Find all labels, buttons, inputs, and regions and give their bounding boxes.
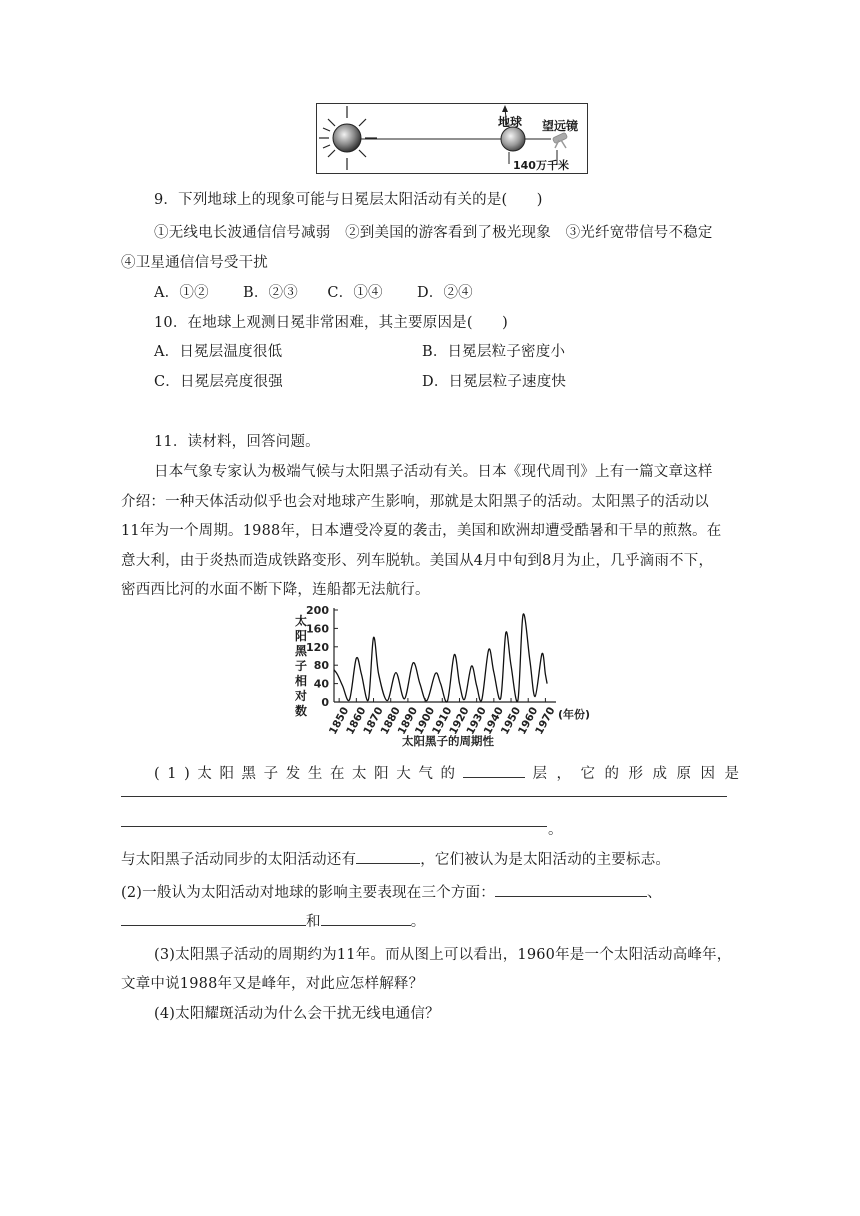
y-tick-label: 160 [306, 622, 329, 636]
blank-activity[interactable] [356, 849, 420, 864]
blank-effect-3[interactable] [321, 911, 411, 926]
q11-sub1-line3b: ，它们被认为是太阳活动的主要标志。 [420, 852, 671, 868]
chart-svg [292, 604, 602, 748]
chart-ylabel: 太阳黑子相对数 [295, 614, 308, 718]
sun-icon [333, 124, 361, 152]
y-tick-label: 120 [306, 640, 329, 654]
q9-stem: 9．下列地球上的现象可能与日冕层太阳活动有关的是( ) [154, 192, 543, 208]
q11-para-line1: 日本气象专家认为极端气候与太阳黑子活动有关。日本《现代周刊》上有一篇文章这样 [154, 464, 713, 480]
q11-sub1-line1 [154, 762, 749, 783]
q11-sub2-line1 [121, 881, 662, 902]
x-tick-label: 1910 [430, 705, 455, 737]
x-tick-label: 1870 [361, 705, 386, 737]
q11-para-line2: 介绍：一种天体活动似乎也会对地球产生影响，那就是太阳黑子的活动。太阳黑子的活动以 [121, 494, 709, 510]
sunspot-series-line [334, 614, 547, 702]
y-tick-label: 0 [321, 696, 329, 709]
q11-sub2-sep: 、 [646, 885, 662, 901]
q11-sub1-part1: (1)太阳黑子发生在太阳大气的 [154, 766, 463, 782]
earth-icon [501, 127, 525, 151]
q11-sub1-line3a: 与太阳黑子活动同步的太阳活动还有 [121, 852, 357, 868]
q11-stem: 11．读材料，回答问题。 [154, 434, 320, 450]
q11-sub1-end: 。 [548, 822, 563, 838]
x-tick-label: 1860 [344, 705, 369, 737]
q11-para-line4: 意大利，由于炎热而造成铁路变形、列车脱轨。美国从4月中旬到8月为止，几乎滴雨不下， [121, 553, 714, 569]
x-tick-label: 1920 [447, 705, 472, 737]
q11-sub2-end: 。 [410, 914, 426, 930]
blank-effect-2[interactable] [121, 911, 306, 926]
chart-xlabel: (年份) [558, 708, 591, 721]
q10-option-d: D．日冕层粒子速度快 [422, 374, 567, 390]
telescope-icon [552, 132, 567, 148]
blank-effect-1[interactable] [495, 882, 647, 897]
q11-sub2-and: 和 [306, 914, 321, 930]
q10-option-b: B．日冕层粒子密度小 [422, 344, 566, 360]
blank-cause-line1[interactable] [121, 796, 727, 797]
q11-para-line5: 密西西比河的水面不断下降，连船都无法航行。 [121, 582, 430, 598]
y-tick-label: 80 [313, 659, 329, 673]
q11-para-line3: 11年为一个周期。1988年，日本遭受冷夏的袭击，美国和欧洲却遭受酷暑和干旱的煎熬。在 [121, 523, 722, 539]
q11-sub3-line1: (3)太阳黑子活动的周期约为11年。而从图上可以看出，1960年是一个太阳活动高峰年， [154, 947, 732, 963]
x-tick-label: 1970 [533, 705, 558, 737]
x-tick-label: 1960 [516, 705, 541, 737]
x-tick-label: 1880 [378, 705, 403, 737]
q11-sub1-part2: 层，它的形成原因是 [532, 766, 749, 782]
blank-layer[interactable] [463, 763, 525, 778]
q9-items-line1: ①无线电长波通信信号减弱 ②到美国的游客看到了极光现象 ③光纤宽带信号不稳定 [154, 225, 713, 241]
q11-sub4: (4)太阳耀斑活动为什么会干扰无线电通信？ [154, 1006, 440, 1022]
x-tick-label: 1950 [498, 705, 524, 737]
q10-option-c: C．日冕层亮度很强 [154, 374, 283, 390]
q11-sub2-part1: (2)一般认为太阳活动对地球的影响主要表现在三个方面： [121, 885, 495, 901]
q9-options: A．①② B．②③ C．①④ D．②④ [154, 285, 473, 301]
chart-title: 太阳黑子的周期性 [402, 734, 494, 748]
blank-cause-line2[interactable] [121, 826, 547, 827]
distance-label: 140万千米 [513, 159, 569, 172]
q11-sub1-line3 [121, 848, 670, 869]
q11-sub3-line2: 文章中说1988年又是峰年，对此应怎样解释？ [121, 976, 424, 992]
x-tick-label: 1900 [412, 705, 438, 737]
telescope-label: 望远镜 [542, 119, 579, 133]
sun-earth-figure [316, 103, 588, 174]
q10-option-a: A．日冕层温度很低 [154, 344, 283, 360]
y-tick-label: 40 [313, 677, 329, 691]
q10-stem: 10．在地球上观测日冕非常困难，其主要原因是( ) [154, 315, 508, 331]
x-tick-label: 1930 [464, 705, 489, 737]
x-tick-label: 1940 [481, 705, 506, 737]
x-tick-label: 1890 [395, 705, 421, 737]
q9-items-line2: ④卫星通信信号受干扰 [121, 255, 268, 271]
q11-sub2-line2 [121, 910, 425, 931]
sunspot-chart [292, 604, 602, 748]
earth-label: 地球 [498, 115, 523, 129]
x-tick-label: 1850 [326, 705, 352, 737]
y-tick-label: 200 [306, 604, 329, 617]
